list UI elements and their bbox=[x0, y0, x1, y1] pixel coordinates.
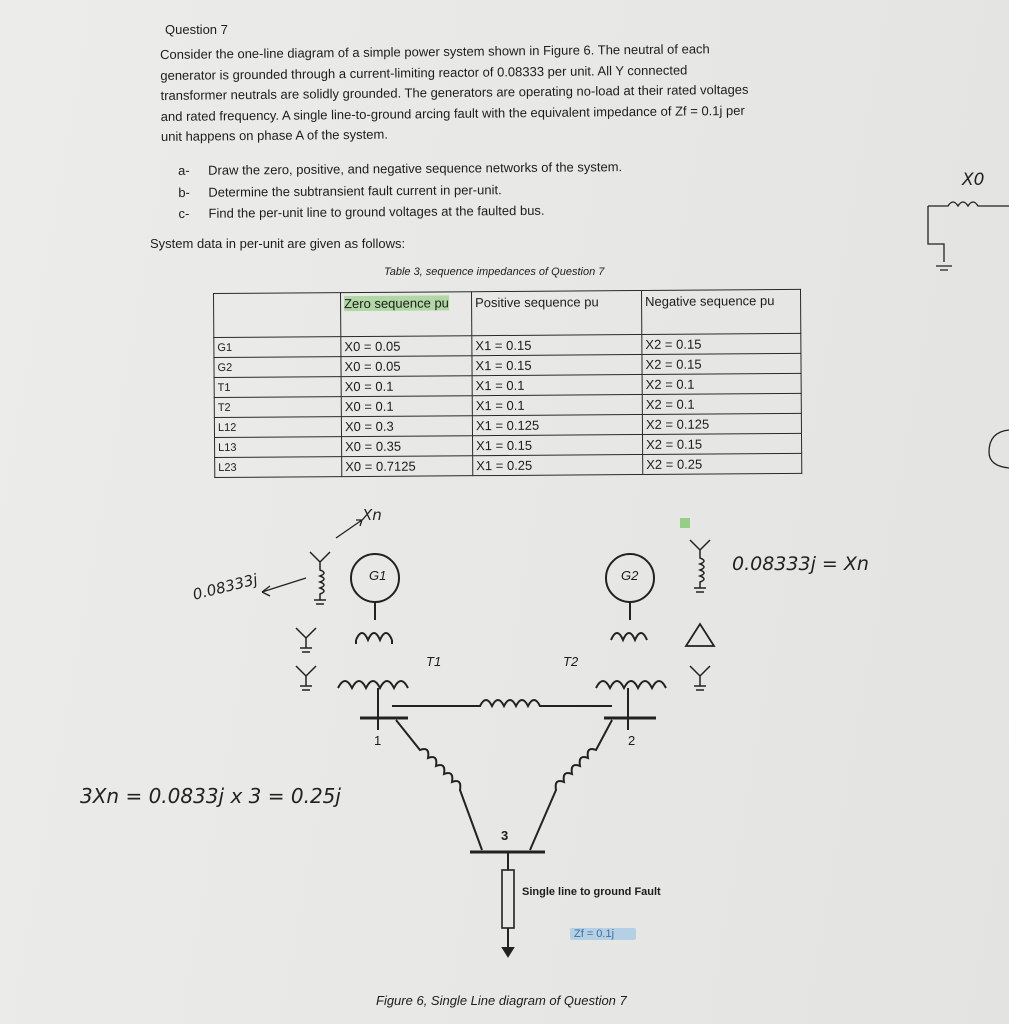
table-cell: X0 = 0.7125 bbox=[342, 456, 473, 477]
handwritten-xn: Xn bbox=[362, 506, 382, 524]
table-cell: X0 = 0.1 bbox=[341, 396, 472, 417]
g1-label: G1 bbox=[369, 568, 387, 583]
table-cell: T2 bbox=[214, 397, 341, 418]
g2-neutral-reactor bbox=[690, 540, 710, 592]
fault-impedance-symbol bbox=[502, 870, 514, 928]
zf-label bbox=[570, 924, 636, 942]
table-cell: X1 = 0.15 bbox=[473, 435, 643, 456]
t2-primary-winding bbox=[611, 602, 647, 640]
t1-secondary-winding bbox=[338, 681, 408, 688]
question-title: Question 7 bbox=[165, 22, 228, 37]
item-letter: c- bbox=[178, 205, 190, 221]
table-cell: L23 bbox=[215, 457, 342, 478]
table-cell: X0 = 0.05 bbox=[341, 336, 472, 357]
fault-label: Single line to ground Fault bbox=[522, 886, 661, 898]
paragraph-line: generator is grounded through a current-limiting reactor of 0.08333 per unit. All Y connected bbox=[160, 61, 688, 83]
table-cell: L12 bbox=[214, 417, 341, 438]
table-cell: X1 = 0.1 bbox=[472, 375, 642, 396]
bus-3-label: 3 bbox=[501, 828, 509, 843]
paragraph-line: and rated frequency. A single line-to-ground arcing fault with the equivalent impedance of Zf = 0.1j per bbox=[160, 102, 745, 124]
left-value-arrow-icon bbox=[262, 578, 306, 596]
table-caption: Table 3, sequence impedances of Question 7 bbox=[384, 266, 605, 278]
table-cell: X2 = 0.25 bbox=[643, 453, 802, 474]
handwritten-left-value: 0.08333j bbox=[190, 570, 260, 604]
margin-x0-sketch bbox=[928, 202, 1009, 262]
bus-2-label: 2 bbox=[628, 733, 636, 748]
table-cell: X0 = 0.35 bbox=[342, 436, 473, 457]
paragraph-line: Consider the one-line diagram of a simple power system shown in Figure 6. The neutral of each bbox=[160, 41, 710, 62]
t2-label: T2 bbox=[563, 654, 579, 669]
table-cell: X1 = 0.1 bbox=[472, 395, 642, 416]
table-cell: X2 = 0.15 bbox=[642, 333, 801, 354]
g2-label: G2 bbox=[621, 568, 639, 583]
item-text: Draw the zero, positive, and negative sequence networks of the system. bbox=[208, 159, 623, 178]
table-cell: X2 = 0.1 bbox=[642, 393, 801, 414]
table-cell: X0 = 0.1 bbox=[341, 376, 472, 397]
table-cell: G2 bbox=[214, 357, 341, 378]
t1-wye-symbol-1 bbox=[296, 628, 316, 652]
figure-caption: Figure 6, Single Line diagram of Question 7 bbox=[376, 993, 627, 1008]
table-cell: X0 = 0.05 bbox=[341, 356, 472, 377]
table-cell: X1 = 0.15 bbox=[472, 355, 642, 376]
margin-ground-icon bbox=[936, 266, 952, 270]
table-cell: X1 = 0.25 bbox=[473, 455, 643, 476]
t1-wye-symbol-2 bbox=[296, 666, 316, 690]
t1-label: T1 bbox=[426, 654, 442, 669]
line-l23 bbox=[530, 720, 612, 850]
table-cell: X2 = 0.1 bbox=[642, 373, 801, 394]
table-header-cell: Positive sequence pu bbox=[471, 291, 641, 336]
item-text: Determine the subtransient fault current in per-unit. bbox=[208, 181, 502, 200]
handwritten-right-value: 0.08333j = Xn bbox=[732, 553, 869, 575]
handwritten-formula: 3Xn = 0.0833j x 3 = 0.25j bbox=[80, 784, 341, 808]
zf-text: Zf = 0.1j bbox=[570, 928, 636, 940]
t2-secondary-winding bbox=[596, 681, 666, 688]
green-highlight-mark bbox=[680, 518, 690, 528]
table-cell: X2 = 0.15 bbox=[642, 353, 801, 374]
item-text: Find the per-unit line to ground voltages at the faulted bus. bbox=[208, 202, 545, 221]
fault-ground-arrow bbox=[503, 948, 513, 956]
system-data-label: System data in per-unit are given as follows: bbox=[150, 236, 406, 251]
line-l12 bbox=[392, 700, 612, 706]
table-cell: G1 bbox=[214, 337, 341, 358]
item-letter: b- bbox=[178, 184, 190, 200]
item-letter: a- bbox=[178, 162, 190, 178]
table-cell: L13 bbox=[215, 437, 342, 458]
table-cell: X1 = 0.125 bbox=[472, 415, 642, 436]
line-l13 bbox=[396, 720, 482, 850]
g1-neutral-reactor bbox=[310, 552, 330, 604]
table-header-cell: Negative sequence pu bbox=[641, 289, 800, 334]
margin-partial-symbol bbox=[989, 430, 1009, 468]
table-header-text: Zero sequence pu bbox=[344, 295, 449, 312]
paragraph-line: unit happens on phase A of the system. bbox=[160, 126, 388, 144]
t2-wye-symbol bbox=[690, 666, 710, 690]
paragraph-line: transformer neutrals are solidly grounded. The generators are operating no-load at their rated voltages bbox=[160, 81, 749, 103]
table-cell: T1 bbox=[214, 377, 341, 398]
table-cell: X1 = 0.15 bbox=[472, 335, 642, 356]
t1-primary-winding bbox=[356, 602, 392, 644]
handwritten-x0: X0 bbox=[962, 170, 985, 190]
bus-1-label: 1 bbox=[374, 733, 382, 748]
table-cell: X0 = 0.3 bbox=[341, 416, 472, 437]
table-cell: X2 = 0.15 bbox=[642, 433, 801, 454]
xn-arrow-icon bbox=[336, 520, 362, 538]
table-cell: X2 = 0.125 bbox=[642, 413, 801, 434]
t2-delta-symbol bbox=[686, 624, 714, 646]
